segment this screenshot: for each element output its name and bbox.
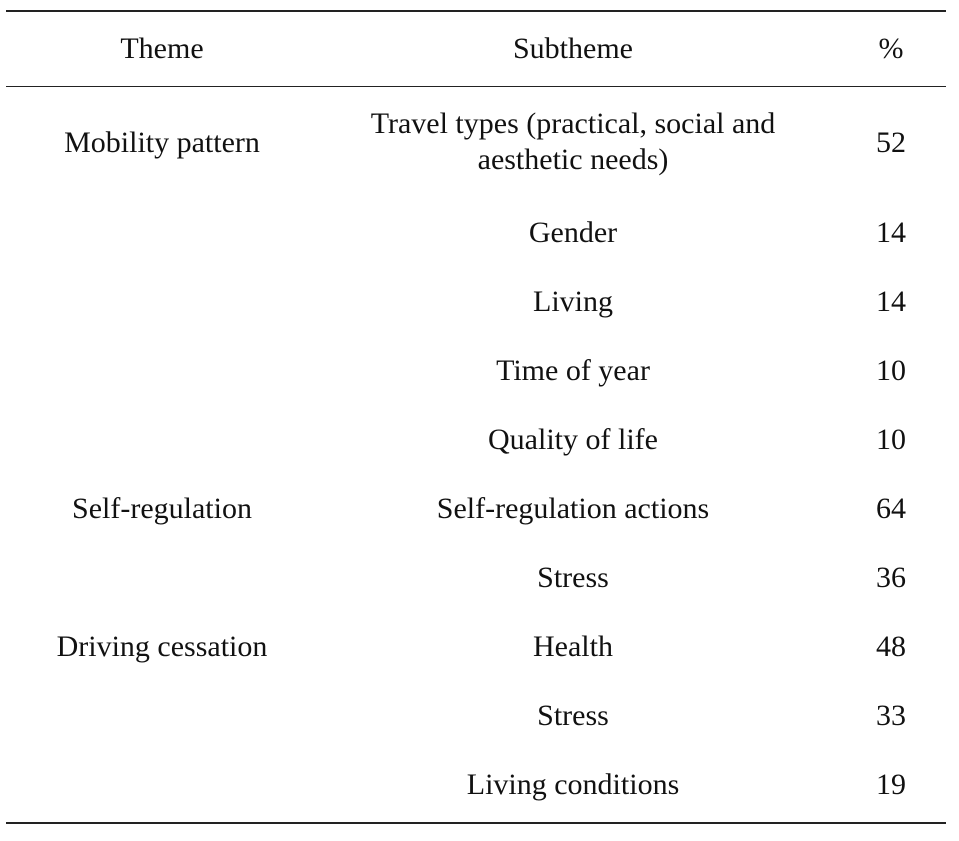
percent-cell: 52: [876, 126, 906, 159]
theme-cell: Driving cessation: [56, 630, 268, 663]
subtheme-cell: Gender: [528, 216, 618, 249]
subtheme-cell: Self-regulation actions: [436, 492, 710, 525]
subtheme-cell: Quality of life: [488, 423, 658, 456]
subtheme-cell: Stress: [537, 699, 609, 732]
theme-cell: Mobility pattern: [64, 126, 260, 159]
table-header-rule: [6, 86, 946, 87]
percent-cell: 10: [876, 423, 906, 456]
header-theme: Theme: [120, 32, 204, 65]
percent-cell: 14: [876, 285, 906, 318]
subtheme-cell: Living: [533, 285, 613, 318]
subtheme-cell: Time of year: [496, 354, 650, 387]
percent-cell: 36: [876, 561, 906, 594]
table-bottom-rule: [6, 822, 946, 824]
subtheme-cell: Health: [533, 630, 613, 663]
header-percent: %: [878, 32, 904, 65]
percent-cell: 19: [876, 768, 906, 801]
header-subtheme: Subtheme: [513, 32, 633, 65]
subtheme-cell: Stress: [537, 561, 609, 594]
percent-cell: 10: [876, 354, 906, 387]
percent-cell: 33: [876, 699, 906, 732]
table-top-rule: [6, 10, 946, 12]
subtheme-cell: Living conditions: [466, 768, 680, 801]
percent-cell: 48: [876, 630, 906, 663]
percent-cell: 64: [876, 492, 906, 525]
theme-cell: Self-regulation: [72, 492, 252, 525]
percent-cell: 14: [876, 216, 906, 249]
subtheme-cell: Travel types (practical, social and aesthetic needs): [370, 107, 776, 176]
